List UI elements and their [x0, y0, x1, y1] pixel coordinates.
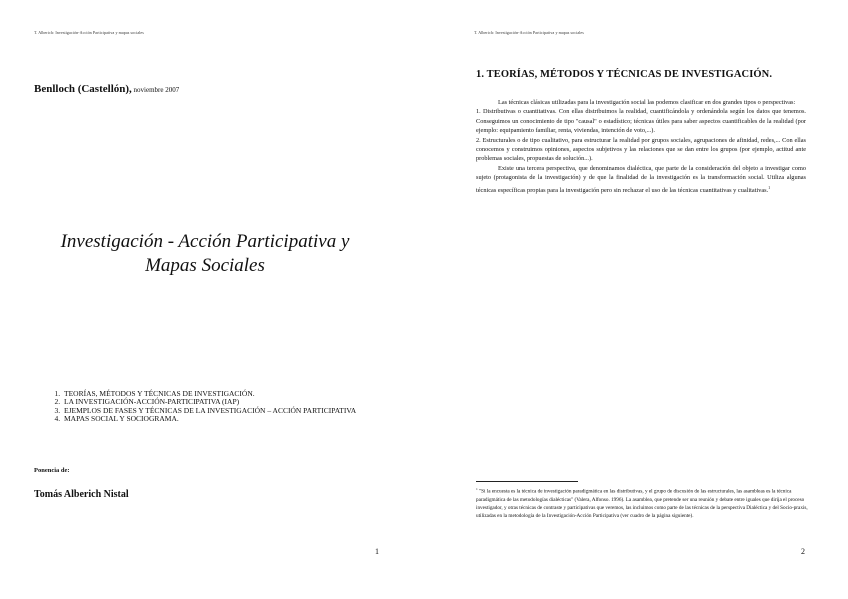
toc-item: 2. LA INVESTIGACIÓN-ACCIÓN-PARTICIPATIVA (IAP)	[62, 398, 392, 406]
paragraph	[476, 164, 806, 195]
date: noviembre 2007	[131, 86, 180, 94]
page-2	[424, 0, 848, 599]
toc-item: 3. EJEMPLOS DE FASES Y TÉCNICAS DE LA INVESTIGACIÓN – ACCIÓN PARTICIPATIVA	[62, 407, 392, 415]
paragraph: Las técnicas clásicas utilizadas para la investigación social las podemos clasificar en dos grandes tipos o perspectivas:	[498, 99, 796, 106]
title-line-1: Investigación - Acción Participativa y	[60, 231, 350, 252]
paragraph: 1. Distributivas o cuantitativas. Con ellas distribuimos la realidad, cuantificándola y ordenándola según los datos que tenemos. Conseguimos un conocimiento de tipo "causal" o estadístico; técnicas útiles para saber aspectos cuantificables de la realidad (por ejemplo: equipamiento familiar, renta, viviendas, intención de voto,...).	[476, 108, 806, 135]
paragraph: 2. Estructurales o de tipo cualitativo, para estructurar la realidad por grupos sociales, agrupaciones de afinidad, redes,... Con ellas conocemos y construimos opiniones, aspectos subjetivos y las relaciones que se dan entre los grupos (por ejemplo, actitud ante problemas sociales, propuestas de solución...).	[476, 136, 806, 163]
page-number: 2	[801, 547, 805, 556]
footnote-divider	[476, 481, 578, 482]
footnote-text: "Si la encuesta es la técnica de investigación paradigmática en las distributivas, y el grupo de discusión de las estructurales, las asambleas es la técnica paradigmática de las metodologías dialécticas" (Valera, Alfonso. 1996). La asamblea, que pretende ser una reunión y debate entre iguales que dirija el proceso investigador, y otras técnicas de contraste y participativas que veremos, las incluimos como parte de las técnicas de la perspectiva Dialéctica y del Socio-praxis, utilizadas en la metodología de la Investigación-Acción Participativa (ver cuadro de la página siguiente).	[476, 488, 808, 520]
running-header: T. Alberich: Investigación-Acción Participativa y mapas sociales	[474, 30, 584, 35]
paragraph-text: Existe una tercera perspectiva, que denominamos dialéctica, que parte de la consideración del objeto a investigar como sujeto (protagonista de la investigación) y de que la finalidad de la investigación es la transformación social. Utiliza algunas técnicas específicas propias para la investigación pero sin rechazar el uso de las técnicas cuantitativas y cualitativas.	[476, 164, 806, 194]
place-date	[34, 83, 179, 95]
section-heading: 1. TEORÍAS, MÉTODOS Y TÉCNICAS DE INVESTIGACIÓN.	[476, 69, 773, 80]
page-number: 1	[375, 547, 379, 556]
presented-by-label: Ponencia de:	[34, 467, 70, 474]
document-title	[40, 230, 370, 278]
place: Benlloch (Castellón),	[34, 83, 132, 95]
table-of-contents	[48, 390, 392, 424]
toc-item: 1. TEORÍAS, MÉTODOS Y TÉCNICAS DE INVESTIGACIÓN.	[62, 390, 392, 398]
footnote	[476, 485, 810, 521]
running-header: T. Alberich: Investigación-Acción Participativa y mapas sociales	[34, 30, 144, 35]
toc-item: 4. MAPAS SOCIAL Y SOCIOGRAMA.	[62, 415, 392, 423]
footnote-marker: 1	[476, 487, 478, 491]
title-line-2: Mapas Sociales	[145, 255, 265, 276]
footnote-reference: 1	[768, 184, 771, 190]
author-name: Tomás Alberich Nistal	[34, 489, 129, 500]
body-text	[476, 98, 806, 195]
